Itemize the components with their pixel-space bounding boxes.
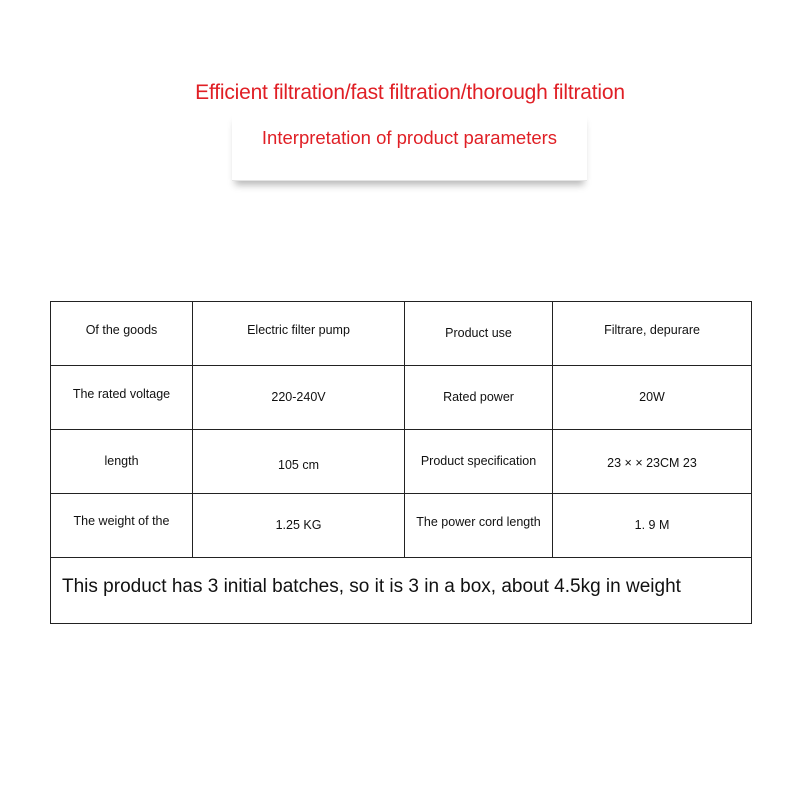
param-label: Product use <box>405 302 553 366</box>
table-row <box>51 558 752 624</box>
parameters-table <box>50 301 752 624</box>
param-value: 220-240V <box>193 366 405 430</box>
table-row <box>51 430 752 494</box>
param-value: 1. 9 M <box>553 494 752 558</box>
param-value: 23 × × 23CM 23 <box>553 430 752 494</box>
table-row <box>51 302 752 366</box>
subtitle: Interpretation of product parameters <box>261 127 558 148</box>
param-value: 1.25 KG <box>193 494 405 558</box>
table-row <box>51 494 752 558</box>
param-label: Rated power <box>405 366 553 430</box>
shipping-note: This product has 3 initial batches, so it is 3 in a box, about 4.5kg in weight <box>51 558 752 624</box>
param-label: length <box>51 430 193 494</box>
param-label: The rated voltage <box>51 366 193 430</box>
param-label: Product specification <box>405 430 553 494</box>
param-value: Electric filter pump <box>193 302 405 366</box>
table-row <box>51 366 752 430</box>
param-label: The weight of the <box>51 494 193 558</box>
subtitle-card <box>232 112 587 181</box>
param-label: The power cord length <box>405 494 553 558</box>
param-label: Of the goods <box>51 302 193 366</box>
param-value: Filtrare, depurare <box>553 302 752 366</box>
param-value: 105 cm <box>193 430 405 494</box>
param-value: 20W <box>553 366 752 430</box>
headline: Efficient filtration/fast filtration/thorough filtration <box>195 81 625 104</box>
